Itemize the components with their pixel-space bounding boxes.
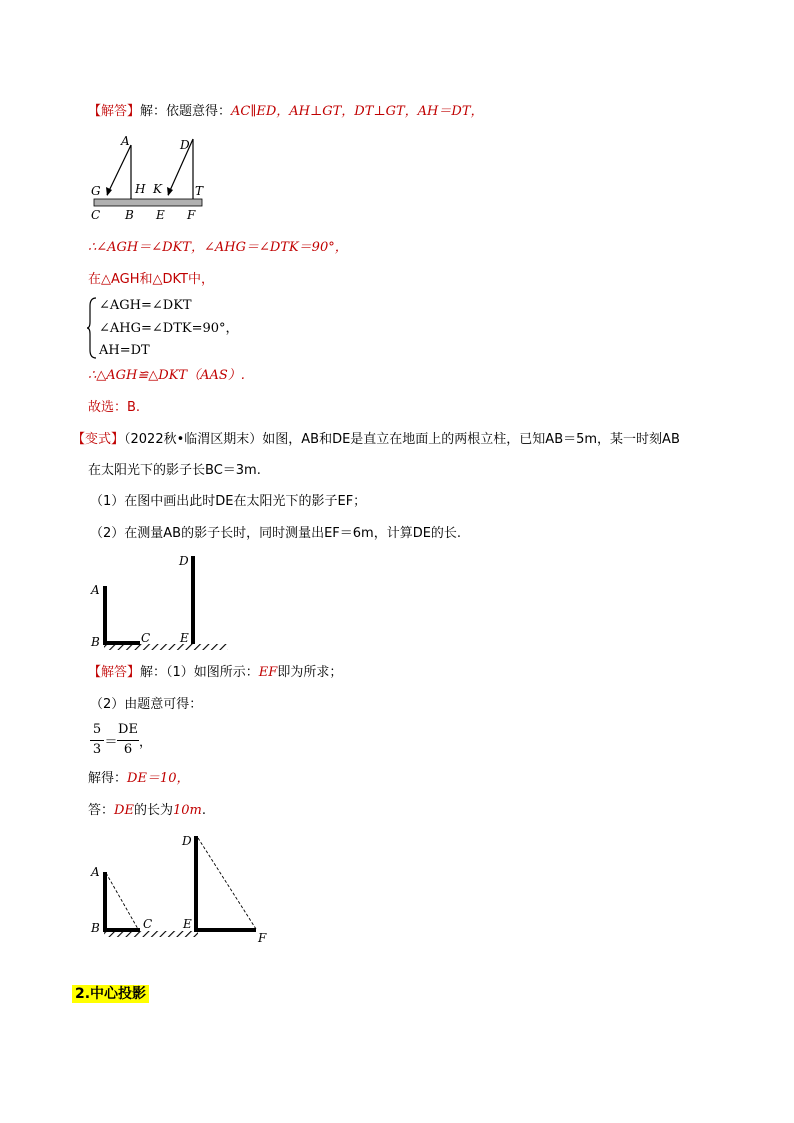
system-brace	[86, 296, 98, 360]
answer2-line-2: （2）由题意可得：	[90, 697, 203, 712]
triangle-intro-line: 在△AGH和△DKT中，	[88, 272, 214, 287]
choice-line: 故选：B.	[88, 400, 141, 415]
arrow-k	[167, 187, 173, 196]
label-c2: C	[141, 631, 151, 645]
ans-end: .	[201, 803, 206, 818]
answer2-tag: 【解答】	[88, 665, 141, 680]
final-answer-line	[88, 802, 206, 820]
solve-prefix: 解得：	[88, 771, 128, 786]
answer-tag: 【解答】	[88, 104, 141, 119]
label-a2: A	[91, 583, 100, 597]
label-a3: A	[91, 865, 100, 879]
frac-right-num: DE	[118, 722, 138, 737]
frac-left-den: 3	[92, 742, 102, 757]
system-row-2: ∠AHG=∠DTK=90°，	[99, 321, 239, 336]
label-f: F	[187, 208, 196, 222]
figure-poles	[88, 552, 238, 660]
label-e3: E	[183, 917, 192, 931]
answer2-a1-suffix: 即为所求；	[277, 665, 343, 680]
light-ray-ac	[106, 873, 138, 929]
given-conditions: AC∥ED，AH⊥GT，DT⊥GT，AH＝DT，	[231, 104, 484, 119]
angle-equality-line: ∴∠AGH＝∠DKT，∠AHG＝∠DTK＝90°，	[88, 240, 348, 255]
label-g: G	[91, 184, 101, 198]
system-row-3: AH=DT	[99, 343, 150, 358]
label-c3: C	[143, 917, 153, 931]
section-title: 2.中心投影	[72, 985, 149, 1003]
section-heading	[72, 985, 149, 1004]
ans-val: 10m	[172, 803, 202, 818]
label-h: H	[135, 182, 146, 196]
answer-prefix: 解：依题意得：	[140, 104, 232, 119]
answer2-line-1	[88, 664, 342, 682]
question-1: （1）在图中画出此时DE在太阳光下的影子EF；	[90, 494, 367, 509]
label-b3: B	[91, 921, 100, 935]
variant-line-1	[72, 431, 680, 449]
frac-left-bar	[90, 740, 104, 741]
label-b: B	[125, 208, 134, 222]
answer2-ef: EF	[258, 665, 278, 680]
label-d2: D	[179, 554, 189, 568]
answer2-a1-prefix: 解：（1）如图所示：	[140, 665, 259, 680]
label-d3: D	[182, 834, 192, 848]
ray-ag	[107, 145, 131, 195]
ans-mid: 的长为	[133, 803, 173, 818]
frac-left-num: 5	[92, 722, 102, 737]
solve-line	[88, 770, 189, 788]
light-ray-df	[198, 838, 256, 929]
solve-value: DE＝10，	[127, 771, 190, 786]
congruence-conclusion: ∴△AGH≌△DKT（AAS）.	[88, 368, 245, 383]
figure-parallel-rays	[85, 133, 215, 225]
system-row-1: ∠AGH=∠DKT	[99, 298, 192, 313]
variant-text: （2022秋•临渭区期末）如图，AB和DE是直立在地面上的两根立柱，已知AB＝5m，某一时刻AB	[124, 432, 680, 447]
arrow-g	[106, 187, 112, 196]
frac-right-den: 6	[123, 742, 133, 757]
frac-right-bar	[117, 740, 139, 741]
figure-shadows	[88, 830, 278, 946]
label-t: T	[195, 184, 204, 198]
equals-sign: ＝	[104, 735, 118, 750]
variant-line-2: 在太阳光下的影子长BC＝3m.	[88, 463, 261, 478]
label-e: E	[156, 208, 165, 222]
ans-prefix: 答：	[88, 803, 115, 818]
frac-tail: ，	[139, 735, 153, 750]
label-d: D	[180, 138, 190, 152]
variant-tag: 【变式】	[72, 432, 125, 447]
question-2: （2）在测量AB的影子长时，同时测量出EF＝6m，计算DE的长.	[90, 526, 462, 541]
label-a: A	[121, 134, 130, 148]
label-k: K	[153, 182, 162, 196]
answer1-line	[88, 103, 483, 121]
label-b2: B	[91, 635, 100, 649]
label-c: C	[91, 208, 101, 222]
ground-bar	[94, 199, 202, 206]
label-f3: F	[258, 931, 267, 945]
ans-de: DE	[114, 803, 134, 818]
label-e2: E	[180, 631, 189, 645]
